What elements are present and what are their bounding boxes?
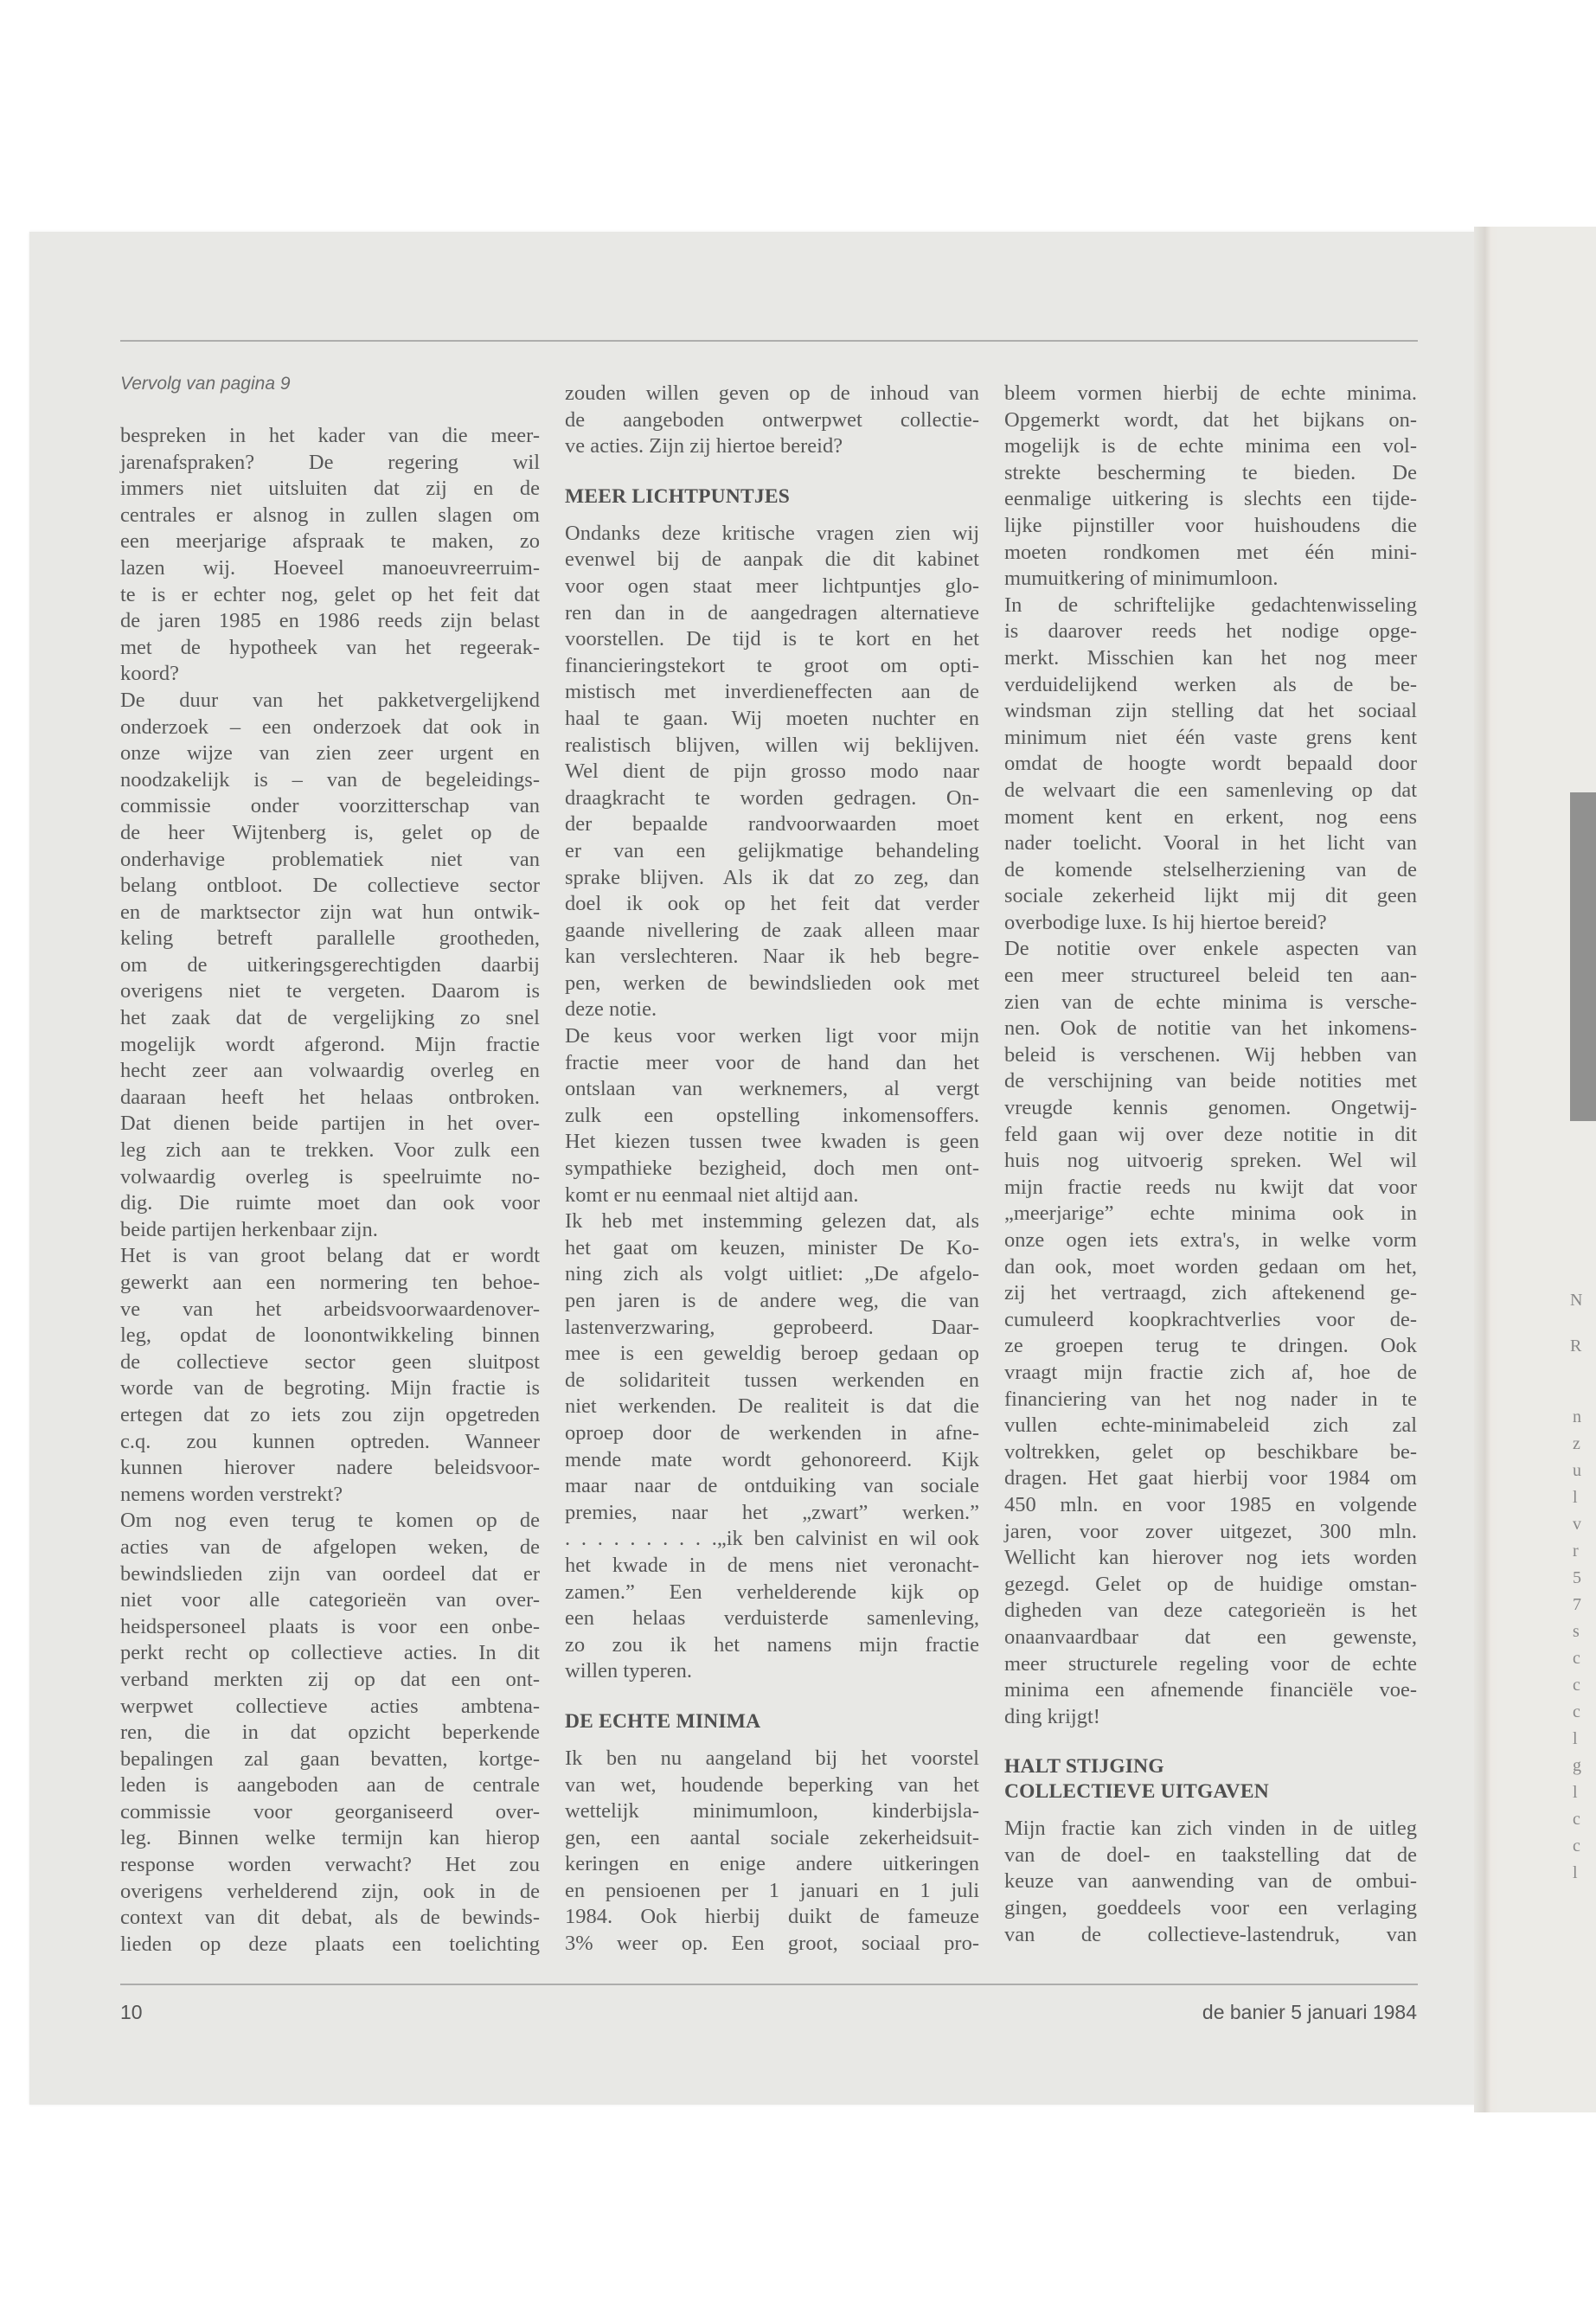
- text-line: een helaas verduisterde samenleving,: [565, 1606, 979, 1631]
- paragraph: [1004, 1816, 1417, 1948]
- text-line: zouden willen geven op de inhoud van: [565, 381, 979, 405]
- text-line: keuze van aanwending van de ombui-: [1004, 1869, 1417, 1894]
- text-line: bepalingen zal gaan bevatten, kortge-: [120, 1747, 540, 1771]
- text-line: zamen.” Een verhelderende kijk op: [565, 1580, 979, 1604]
- text-line: ve van het arbeidsvoorwaardenover-: [120, 1297, 540, 1321]
- paragraph: [120, 1508, 540, 1958]
- text-line: kunnen hierover nadere beleidsvoor-: [120, 1456, 540, 1480]
- fragment-letter: c: [1573, 1702, 1580, 1721]
- text-line: financieringstekort te groot om opti-: [565, 653, 979, 677]
- text-line: 1984. Ook hierbij duikt de fameuze: [565, 1905, 979, 1929]
- article-column-2: [565, 381, 979, 1958]
- text-line: belang ontbloot. De collectieve sector: [120, 874, 540, 898]
- text-line: moment kent en erkent, nog eens: [1004, 804, 1417, 829]
- text-line: Wel dient de pijn grosso modo naar: [565, 760, 979, 784]
- paragraph: [565, 1746, 979, 1958]
- text-line: commissie voor georganiseerd over-: [120, 1799, 540, 1823]
- text-line: te is er echter nog, gelet op het feit dat: [120, 582, 540, 606]
- text-line: overigens niet te vergeten. Daarom is: [120, 979, 540, 1003]
- text-line: centrales er alsnog in zullen slagen om: [120, 503, 540, 527]
- text-line: ontslaan van werknemers, al vergt: [565, 1077, 979, 1101]
- text-line: gewerkt aan een normering ten behoe-: [120, 1271, 540, 1294]
- text-line: het kwade in de mens niet veronacht-: [565, 1553, 979, 1577]
- text-line: 3% weer op. Een groot, sociaal pro-: [565, 1932, 979, 1956]
- text-line: vreugde kennis genomen. Ongetwij-: [1004, 1096, 1417, 1120]
- text-line: van de doel- en taakstelling dat de: [1004, 1843, 1417, 1867]
- paragraph: [565, 521, 979, 1023]
- text-line: de verschijning van beide notities met: [1004, 1069, 1417, 1093]
- text-line: een meer structureel beleid ten aan-: [1004, 964, 1417, 988]
- fragment-letter: c: [1573, 1836, 1580, 1856]
- text-line: keling betreft parallelle grootheden,: [120, 926, 540, 951]
- text-line: mogelijk is de echte minima een vol-: [1004, 434, 1417, 458]
- text-line: Ik ben nu aangeland bij het voorstel: [565, 1746, 979, 1770]
- text-line: en pensioenen per 1 januari en 1 juli: [565, 1878, 979, 1902]
- text-line: immers niet uitsluiten dat zij en de: [120, 477, 540, 501]
- text-line: dragen. Het gaat hierbij voor 1984 om: [1004, 1466, 1417, 1490]
- text-line: huis nog uitvoerig spreken. Wel wil: [1004, 1149, 1417, 1173]
- text-line: draagkracht te worden gedragen. On-: [565, 785, 979, 810]
- text-line: 450 mln. en voor 1985 en volgende: [1004, 1492, 1417, 1516]
- text-line: commissie onder voorzitterschap van: [120, 794, 540, 818]
- text-line: response worden verwacht? Het zou: [120, 1853, 540, 1877]
- text-line: ze groepen terug te dringen. Ook: [1004, 1334, 1417, 1358]
- fragment-letter: c: [1573, 1810, 1580, 1829]
- text-line: mende mate wordt gehonoreerd. Kijk: [565, 1447, 979, 1471]
- text-line: De duur van het pakketvergelijkend: [120, 688, 540, 712]
- text-line: digheden van deze categorieën is het: [1004, 1599, 1417, 1623]
- adjacent-page-photo-fragment: [1570, 792, 1596, 1121]
- text-line: noodzakelijk is – van de begeleidings-: [120, 767, 540, 792]
- page-number: 10: [120, 2001, 143, 2023]
- text-line: Wellicht kan hierover nog iets worden: [1004, 1546, 1417, 1570]
- text-line: feld gaan wij over deze notitie in dit: [1004, 1122, 1417, 1146]
- text-line: realistisch blijven, willen wij beklijven.: [565, 733, 979, 757]
- text-line: ve acties. Zijn zij hiertoe bereid?: [565, 434, 843, 458]
- text-line: verduidelijkend werken als de be-: [1004, 672, 1417, 696]
- text-line: acties van de afgelopen weken, de: [120, 1535, 540, 1559]
- text-line: een meerjarige afspraak te maken, zo: [120, 529, 540, 554]
- text-line: leg, opdat de loonontwikkeling binnen: [120, 1324, 540, 1348]
- text-line: er van een gelijkmatige behandeling: [565, 838, 979, 862]
- text-line: Mijn fractie kan zich vinden in de uitleg: [1004, 1817, 1417, 1841]
- text-line: gen, een aantal sociale zekerheidsuit-: [565, 1825, 979, 1849]
- text-line: volwaardig overleg is speelruimte no-: [120, 1164, 540, 1189]
- fragment-letter: z: [1573, 1434, 1580, 1453]
- text-line: Ik heb met instemming gelezen dat, als: [565, 1209, 979, 1234]
- text-line: de komende stelselherziening van de: [1004, 857, 1417, 881]
- fragment-letter: n: [1573, 1407, 1581, 1426]
- text-line: strekte bescherming te bieden. De: [1004, 460, 1417, 484]
- text-line: om de uitkeringsgerechtigden daarbij: [120, 952, 540, 977]
- text-line: overigens verhelderend zijn, ook in de: [120, 1879, 540, 1903]
- text-line: In de schriftelijke gedachtenwisseling: [1004, 593, 1417, 617]
- fragment-letter: l: [1573, 1488, 1578, 1507]
- text-line: haal te gaan. Wij moeten nuchter en: [565, 706, 979, 730]
- text-line: bewindslieden zijn van oordeel dat er: [120, 1561, 540, 1586]
- text-line: mogelijk wordt afgerond. Mijn fractie: [120, 1032, 540, 1056]
- continued-from-label: Vervolg van pagina 9: [120, 374, 291, 394]
- text-line: pen jaren is de andere weg, die van: [565, 1289, 979, 1312]
- text-line: vullen echte-minimabeleid zich zal: [1004, 1413, 1417, 1438]
- text-line: en de marktsector zijn wat hun ontwik-: [120, 900, 540, 924]
- paragraph: [565, 1208, 979, 1685]
- text-line: kan verslechteren. Naar ik heb begre-: [565, 945, 979, 969]
- text-line: lieden op deze plaats een toelichting: [120, 1932, 540, 1956]
- text-line: mumuitkering of minimumloon.: [1004, 567, 1279, 591]
- text-line: Het is van groot belang dat er wordt: [120, 1244, 540, 1268]
- text-line: c.q. zou kunnen optreden. Wanneer: [120, 1429, 540, 1453]
- text-line: leden is aangeboden aan de centrale: [120, 1773, 540, 1798]
- text-line: moeten rondkomen met één mini-: [1004, 540, 1417, 564]
- text-line: de solidariteit tussen werkenden en: [565, 1368, 979, 1392]
- text-line: ding krijgt!: [1004, 1704, 1100, 1728]
- paragraph: [565, 381, 979, 460]
- text-line: ren, die in dat opzicht beperkende: [120, 1721, 540, 1745]
- fragment-letter: l: [1573, 1863, 1578, 1882]
- text-line: evenwel bij de aanpak die dit kabinet: [565, 548, 979, 572]
- fragment-letter: 5: [1573, 1568, 1581, 1587]
- text-line: der bepaalde randvoorwaarden moet: [565, 812, 979, 836]
- text-line: willen typeren.: [565, 1659, 692, 1683]
- text-line: zien van de echte minima is versche-: [1004, 990, 1417, 1014]
- text-line: mee is een geweldig beroep gedaan op: [565, 1342, 979, 1366]
- paragraph: [1004, 593, 1417, 937]
- text-line: Het kiezen tussen twee kwaden is geen: [565, 1130, 979, 1154]
- text-line: overbodige luxe. Is hij hiertoe bereid?: [1004, 910, 1327, 934]
- text-line: de aangeboden ontwerpwet collectie-: [565, 407, 979, 432]
- text-line: mijn fractie reeds nu kwijt dat voor: [1004, 1175, 1417, 1199]
- text-line: gingen, goeddeels voor een verlaging: [1004, 1896, 1417, 1920]
- paragraph: [1004, 381, 1417, 593]
- publication-date-line: de banier 5 januari 1984: [1202, 2001, 1417, 2023]
- text-line: „meerjarige” echte minima ook in: [1004, 1202, 1417, 1226]
- text-line: koord?: [120, 662, 180, 686]
- text-line: de jaren 1985 en 1986 reeds zijn belast: [120, 609, 540, 633]
- text-line: sociale zekerheid lijkt mij dit geen: [1004, 884, 1417, 908]
- text-line: De notitie over enkele aspecten van: [1004, 937, 1417, 961]
- text-line: jaren, voor zover uitgezet, 300 mln.: [1004, 1519, 1417, 1543]
- text-line: perkt recht op collectieve acties. In dit: [120, 1641, 540, 1665]
- section-heading: DE ECHTE MINIMA: [565, 1709, 761, 1733]
- text-line: wettelijk minimumloon, kinderbijsla-: [565, 1799, 979, 1823]
- fragment-letter: c: [1573, 1649, 1580, 1668]
- text-line: is daarover reeds het nodige opge-: [1004, 619, 1417, 644]
- text-line: van de collectieve-lastendruk, van: [1004, 1922, 1417, 1946]
- text-line: sprake blijven. Als ik dat zo zeg, dan: [565, 865, 979, 889]
- text-line: met de hypotheek van het regeerak-: [120, 635, 540, 659]
- text-line: cumuleerd koopkrachtverlies voor de-: [1004, 1307, 1417, 1331]
- text-line: beide partijen herkenbaar zijn.: [120, 1217, 378, 1241]
- text-line: nader toelicht. Vooral in het licht van: [1004, 831, 1417, 856]
- paragraph: [120, 423, 540, 688]
- text-line: nen. Ook de notitie van het inkomens-: [1004, 1016, 1417, 1041]
- fragment-letter: N: [1570, 1291, 1583, 1310]
- text-line: beleid is verschenen. Wij hebben van: [1004, 1042, 1417, 1067]
- text-line: vraagt mijn fractie zich af, hoe de: [1004, 1360, 1417, 1384]
- text-line: leg. Binnen welke termijn kan hierop: [120, 1826, 540, 1850]
- text-line: doel ik ook op het feit dat verder: [565, 892, 979, 916]
- text-line: onderhavige problematiek niet van: [120, 847, 540, 871]
- fragment-letter: v: [1573, 1515, 1581, 1534]
- text-line: niet werkenden. De realiteit is dat die: [565, 1394, 979, 1419]
- paragraph: [1004, 936, 1417, 1730]
- text-line: omdat de hoogte wordt bepaald door: [1004, 752, 1417, 776]
- fragment-letter: l: [1573, 1783, 1578, 1802]
- text-line: verband merkten zij op dat een ont-: [120, 1667, 540, 1691]
- page-fold-shadow: [1474, 227, 1498, 2112]
- text-line: Om nog even terug te komen op de: [120, 1509, 540, 1533]
- fragment-letter: s: [1573, 1622, 1580, 1641]
- text-line: onaanvaardbaar dat een gewenste,: [1004, 1625, 1417, 1649]
- top-rule: [120, 340, 1418, 342]
- text-line: zij het vertraagd, zich aftekenend ge-: [1004, 1281, 1417, 1305]
- text-line: nemens worden verstrekt?: [120, 1482, 343, 1506]
- text-line: jarenafspraken? De regering wil: [120, 450, 540, 474]
- text-line: de heer Wijtenberg is, gelet op de: [120, 820, 540, 844]
- bottom-rule: [120, 1984, 1418, 1985]
- text-line: het zaak dat de vergelijking zo snel: [120, 1006, 540, 1030]
- text-line: dig. Die ruimte moet dan ook voor: [120, 1191, 540, 1215]
- text-line: van wet, houdende beperking van het: [565, 1772, 979, 1797]
- text-line: gezegd. Gelet op de huidige omstan-: [1004, 1572, 1417, 1596]
- text-line: zo zou ik het namens mijn fractie: [565, 1632, 979, 1657]
- fragment-letter: 7: [1573, 1595, 1581, 1614]
- text-line: Dat dienen beide partijen in het over-: [120, 1112, 540, 1136]
- fragment-letter: l: [1573, 1729, 1578, 1748]
- text-line: bleem vormen hierbij de echte minima.: [1004, 381, 1417, 405]
- text-line: oproep door de werkenden in afne-: [565, 1420, 979, 1445]
- text-line: zulk een opstelling inkomensoffers.: [565, 1103, 979, 1127]
- text-line: de welvaart die een samenleving op dat: [1004, 778, 1417, 802]
- paragraph: [565, 1023, 979, 1208]
- text-line: mistisch met inverdieneffecten aan de: [565, 680, 979, 704]
- text-line: voor ogen staat meer lichtpuntjes glo-: [565, 574, 979, 598]
- adjacent-page-strip: [1497, 227, 1596, 2112]
- text-line: eenmalige uitkering is slechts een tijde-: [1004, 487, 1417, 511]
- text-line: gaande nivellering de zaak alleen maar: [565, 918, 979, 942]
- text-line: de collectieve sector geen sluitpost: [120, 1349, 540, 1374]
- text-line: lazen wij. Hoeveel manoeuvreerruim-: [120, 555, 540, 580]
- text-line: Ondanks deze kritische vragen zien wij: [565, 521, 979, 545]
- text-line: context van dit debat, als de bewinds-: [120, 1906, 540, 1930]
- text-line: lijke pijnstiller voor huishoudens die: [1004, 513, 1417, 537]
- text-line: fractie meer voor de hand dan het: [565, 1050, 979, 1074]
- article-column-3: [1004, 381, 1417, 1948]
- text-line: bespreken in het kader van die meer-: [120, 424, 540, 447]
- text-line: onze ogen iets extra's, in welke vorm: [1004, 1228, 1417, 1252]
- text-line: leg zich aan te trekken. Voor zulk een: [120, 1138, 540, 1163]
- text-line: het gaat om keuzen, minister De Ko-: [565, 1235, 979, 1259]
- text-line: voltrekken, gelet op beschikbare be-: [1004, 1439, 1417, 1464]
- text-line: ertegen dat zo iets zou zijn opgetreden: [120, 1402, 540, 1426]
- text-line: pen, werken de bewindslieden ook met: [565, 971, 979, 995]
- text-line: Opgemerkt wordt, dat het bijkans on-: [1004, 407, 1417, 432]
- text-line: sympathieke bezigheid, doch men ont-: [565, 1157, 979, 1181]
- text-line: ren dan in de aangedragen alternatieve: [565, 600, 979, 625]
- fragment-letter: c: [1573, 1676, 1580, 1695]
- fragment-letter: r: [1573, 1541, 1579, 1561]
- text-line: financiering van het nog nader in te: [1004, 1387, 1417, 1411]
- fragment-letter: R: [1570, 1336, 1582, 1356]
- text-line: meer structurele regeling voor de echte: [1004, 1651, 1417, 1676]
- text-line: keringen en enige andere uitkeringen: [565, 1852, 979, 1876]
- paragraph: [120, 1243, 540, 1508]
- text-line: maar naar de ontduiking van sociale: [565, 1474, 979, 1498]
- text-line: worde van de begroting. Mijn fractie is: [120, 1376, 540, 1400]
- fragment-letter: g: [1573, 1756, 1581, 1775]
- text-line: ning zich als volgt uitliet: „De afgelo-: [565, 1262, 979, 1286]
- text-line: windsman zijn stelling dat het sociaal: [1004, 699, 1417, 723]
- text-line: merkt. Misschien kan het nog meer: [1004, 645, 1417, 670]
- text-line: komt er nu eenmaal niet altijd aan.: [565, 1183, 859, 1207]
- text-line: minimum niet één vaste grens kent: [1004, 725, 1417, 749]
- text-line: premies, naar het „zwart” werken.”: [565, 1500, 979, 1524]
- section-heading: HALT STIJGING COLLECTIEVE UITGAVEN: [1004, 1755, 1269, 1804]
- text-line: dan ook, moet worden gedaan om het,: [1004, 1254, 1417, 1279]
- fragment-letter: u: [1573, 1461, 1581, 1480]
- text-line: heidspersoneel plaats is voor een onbe-: [120, 1614, 540, 1638]
- text-line: . . . . . . . . . .„ik ben calvinist en wil ook: [565, 1527, 979, 1551]
- section-heading: MEER LICHTPUNTJES: [565, 484, 790, 508]
- text-line: niet voor alle categorieën van over-: [120, 1588, 540, 1612]
- paragraph: [120, 688, 540, 1243]
- text-line: minima een afnemende financiële voe-: [1004, 1678, 1417, 1702]
- text-line: lastenverzwaring, geprobeerd. Daar-: [565, 1315, 979, 1339]
- text-line: hecht zeer aan volwaardig overleg en: [120, 1059, 540, 1083]
- text-line: voorstellen. De tijd is te kort en het: [565, 627, 979, 651]
- text-line: werpwet collectieve acties ambtena-: [120, 1694, 540, 1718]
- text-line: deze notie.: [565, 997, 657, 1022]
- text-line: daaraan heeft het helaas ontbroken.: [120, 1085, 540, 1109]
- text-line: onderzoek – een onderzoek dat ook in: [120, 715, 540, 739]
- text-line: onze wijze van zien zeer urgent en: [120, 741, 540, 766]
- text-line: De keus voor werken ligt voor mijn: [565, 1024, 979, 1048]
- article-column-1: [120, 423, 540, 1958]
